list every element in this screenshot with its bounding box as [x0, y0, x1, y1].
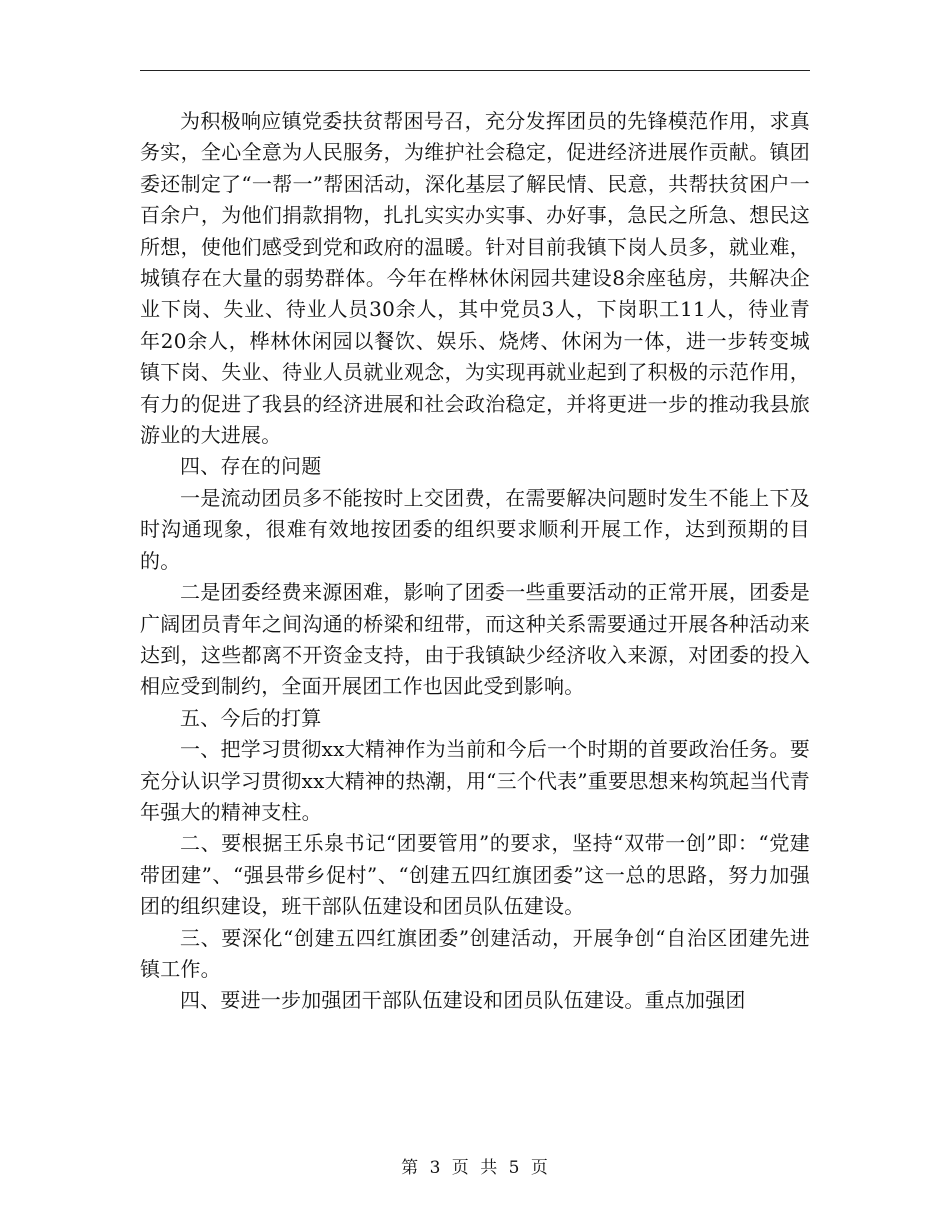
paragraph-problem-one: 一是流动团员多不能按时上交团费，在需要解决问题时发生不能上下及时沟通现象，很难有效地按团委的组织要求顺利开展工作，达到预期的目的。: [140, 485, 810, 573]
paragraph-poverty-relief: 为积极响应镇党委扶贫帮困号召，充分发挥团员的先锋模范作用，求真务实，全心全意为人民服务，为维护社会稳定，促进经济进展作贡献。镇团委还制定了“一帮一”帮困活动，深化基层了解民情、民意，共帮扶贫困户一百余户，为他们捐款捐物，扎扎实实办实事、办好事，急民之所急、想民这所想，使他们感受到党和政府的温暖。针对目前我镇下岗人员多，就业难，城镇存在大量的弱势群体。今年在桦林休闲园共建设8余座毡房，共解决企业下岗、失业、待业人员30余人，其中党员3人，下岗职工11人，待业青年20余人，桦林休闲园以餐饮、娱乐、烧烤、休闲为一体，进一步转变城镇下岗、失业、待业人员就业观念，为实现再就业起到了积极的示范作用，有力的促进了我县的经济进展和社会政治稳定，并将更进一步的推动我县旅游业的大进展。: [140, 109, 810, 448]
paragraph-plan-four: 四、要进一步加强团干部队伍建设和团员队伍建设。重点加强团: [180, 988, 746, 1013]
page-footer: 第 3 页 共 5 页: [401, 1158, 549, 1178]
paragraph-plan-one: 一、把学习贯彻xx大精神作为当前和今后一个时期的首要政治任务。要充分认识学习贯彻xx大精神的热潮，用“三个代表”重要思想来构筑起当代青年强大的精神支柱。: [140, 737, 811, 824]
paragraph-plan-three: 三、要深化“创建五四红旗团委”创建活动，开展争创“自治区团建先进镇工作。: [140, 925, 810, 981]
section-heading-plans: 五、今后的打算: [180, 705, 322, 730]
paragraph-plan-two: 二、要根据王乐泉书记“团要管用”的要求，坚持“双带一创”即：“党建带团建”、“强县带乡促村”、“创建五四红旗团委”这一总的思路，努力加强团的组织建设，班干部队伍建设和团员队伍建设。: [140, 831, 810, 919]
header-rule: [140, 70, 810, 71]
section-heading-problems: 四、存在的问题: [180, 454, 322, 479]
document-body: [140, 106, 810, 1017]
paragraph-problem-two: 二是团委经费来源困难，影响了团委一些重要活动的正常开展，团委是广阔团员青年之间沟通的桥梁和纽带，而这种关系需要通过开展各种活动来达到，这些都离不开资金支持，由于我镇缺少经济收入来源，对团委的投入相应受到制约，全面开展团工作也因此受到影响。: [140, 580, 810, 699]
